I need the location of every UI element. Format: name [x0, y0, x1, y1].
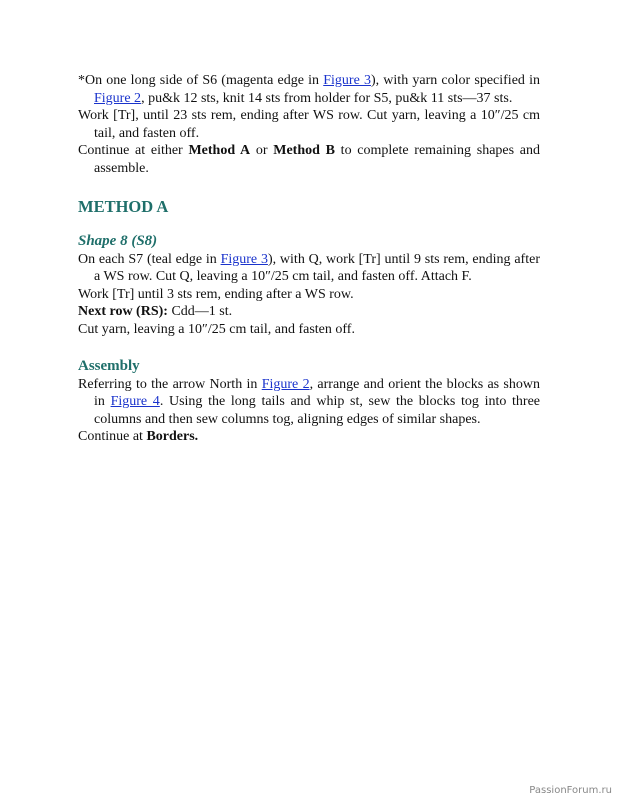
- text-run: On each S7 (teal edge in: [78, 251, 221, 267]
- paragraph-assembly-step1: [78, 376, 540, 429]
- text-run: Continue at either: [78, 143, 189, 159]
- figure-2-link[interactable]: Figure 2: [261, 376, 310, 392]
- text-run: , arrange and orient the blocks as shown in: [94, 376, 540, 410]
- figure-2-link[interactable]: Figure 2: [94, 90, 142, 106]
- paragraph-continue-method: [78, 142, 540, 177]
- text-run: ), with Q, work [Tr] until 9 sts rem, ending after a WS row. Cut Q, leaving a 10″/25 cm tail, and fasten off. Attach F.: [94, 251, 540, 285]
- text-run: . Using the long tails and whip st, sew the blocks tog into three columns and then sew columns tog, aligning edges of similar shapes.: [94, 394, 541, 427]
- text-run: , pu&k 12 sts, knit 14 sts from holder for S5, pu&k 11 sts—37 sts.: [141, 90, 513, 106]
- text-run: Continue at: [78, 429, 147, 445]
- next-row-label: Next row (RS):: [78, 304, 168, 320]
- text-run: or: [250, 143, 274, 159]
- text-run: Cdd—1 st.: [167, 304, 233, 320]
- paragraph-work-tr: Work [Tr], until 23 sts rem, ending after WS row. Cut yarn, leaving a 10″/25 cm tail, and fasten off.: [78, 108, 540, 141]
- page-content: [78, 72, 540, 446]
- figure-4-link[interactable]: Figure 4: [110, 394, 160, 410]
- method-a-ref: Method A: [188, 143, 251, 159]
- text-run: Referring to the arrow North in: [78, 376, 262, 392]
- text-run: ), with yarn color specified in: [370, 73, 540, 88]
- paragraph-cut-yarn: Cut yarn, leaving a 10″/25 cm tail, and fasten off.: [78, 321, 355, 337]
- paragraph-s6-pickup: [78, 72, 540, 107]
- watermark: PassionForum.ru: [529, 785, 612, 796]
- figure-3-link[interactable]: Figure 3: [220, 251, 268, 267]
- paragraph-shape8-step1: [78, 251, 540, 286]
- paragraph-continue-borders: [78, 428, 540, 446]
- shape-8-heading: Shape 8 (S8): [78, 232, 158, 249]
- text-run: *On one long side of S6 (magenta edge in: [78, 73, 324, 88]
- method-a-heading: METHOD A: [78, 196, 169, 216]
- borders-ref: Borders.: [146, 429, 199, 445]
- paragraph-next-row: [78, 303, 540, 321]
- assembly-heading: Assembly: [78, 357, 140, 374]
- paragraph-shape8-step2: Work [Tr] until 3 sts rem, ending after a WS row.: [78, 286, 354, 302]
- figure-3-link[interactable]: Figure 3: [323, 73, 371, 88]
- text-run: to complete remaining shapes and assemble.: [94, 143, 541, 176]
- method-b-ref: Method B: [273, 143, 335, 159]
